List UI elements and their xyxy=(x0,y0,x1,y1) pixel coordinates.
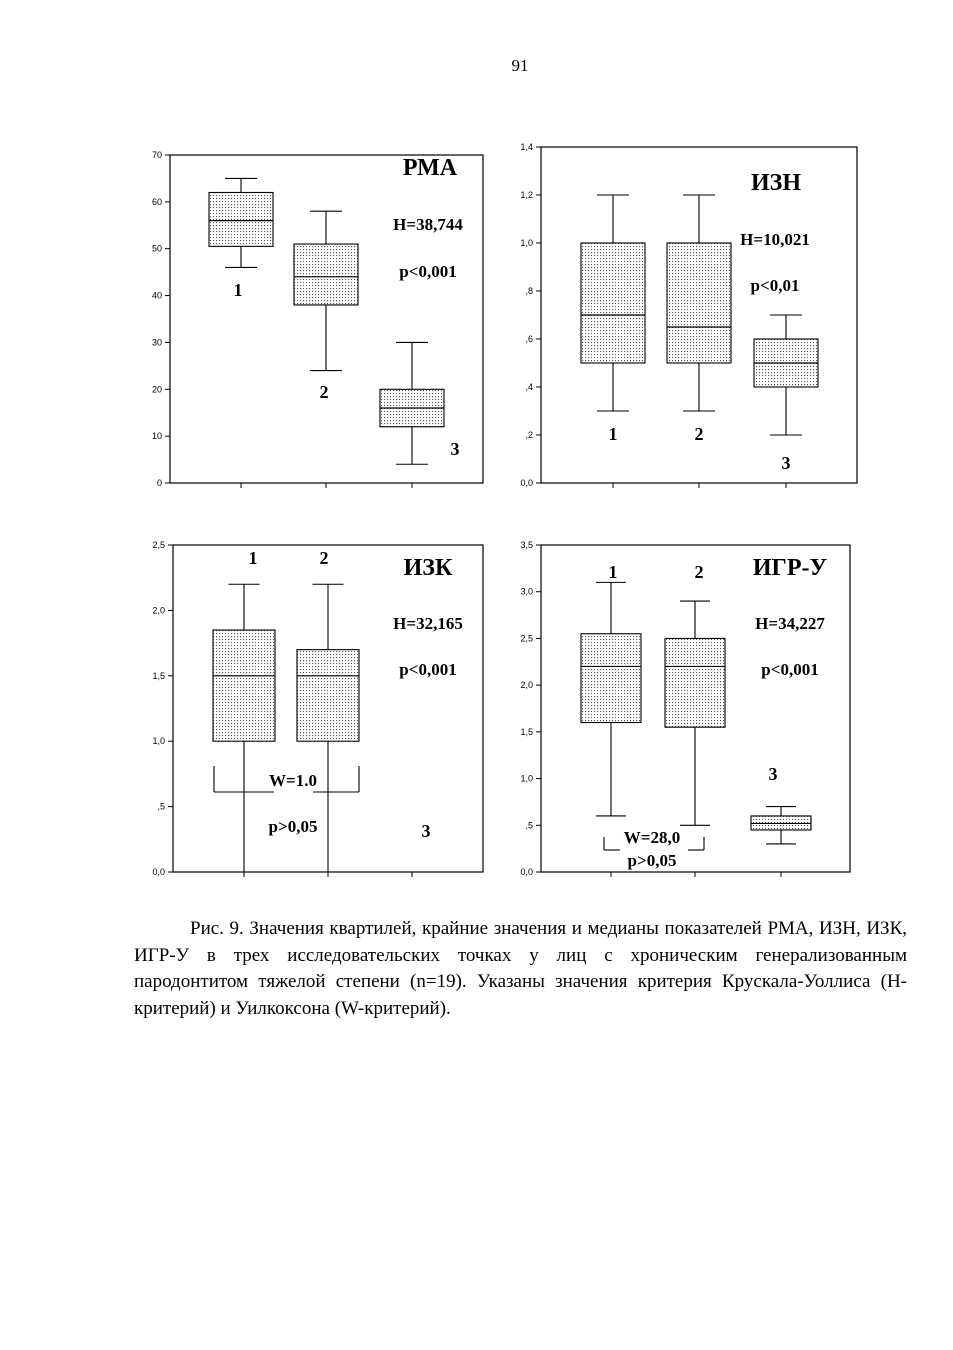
y-tick-label: 40 xyxy=(151,290,162,301)
box-group-1 xyxy=(209,178,273,267)
box-group-3 xyxy=(754,315,818,435)
boxplot-chart-3 xyxy=(152,540,483,877)
y-tick-label: 1,0 xyxy=(520,773,533,784)
iqr-box xyxy=(581,634,641,723)
y-tick-label: 0,0 xyxy=(152,867,165,877)
stat-annotation: p>0,05 xyxy=(268,817,318,836)
stat-annotation: H=10,021 xyxy=(740,230,810,249)
y-tick-label: 50 xyxy=(151,243,162,254)
y-tick-label: 3,5 xyxy=(520,540,533,550)
iqr-box xyxy=(665,638,725,727)
box-group-1 xyxy=(581,582,641,816)
iqr-box xyxy=(209,192,273,246)
y-tick-label: 30 xyxy=(151,337,162,348)
y-tick-label: 20 xyxy=(151,384,162,395)
group-label-1: 1 xyxy=(608,424,618,444)
stat-annotation: p<0,001 xyxy=(399,262,457,281)
y-tick-label: 1,5 xyxy=(520,726,533,737)
y-tick-label: 3,0 xyxy=(520,586,533,597)
stat-annotation: p>0,05 xyxy=(627,851,677,870)
y-tick-label: 1,5 xyxy=(152,670,165,681)
y-tick-label: 2,0 xyxy=(152,605,165,616)
iqr-box xyxy=(667,243,731,363)
figure-caption: Рис. 9. Значения квартилей, крайние значения и медианы показателей РМА, ИЗН, ИЗК, ИГР-У в трех исследовательских точках у лиц с хроническим генерализованным пародонтитом тяжелой степени (n=19). Указаны значения критерия Крускала-Уоллиса (Н-критерий) и Уилкоксона (W-критерий). xyxy=(134,918,907,1019)
stat-annotation: p<0,01 xyxy=(750,276,800,295)
group-label-1: 1 xyxy=(608,562,618,582)
y-tick-label: ,2 xyxy=(525,430,533,440)
y-tick-label: ,6 xyxy=(525,334,533,344)
group-label-3: 3 xyxy=(768,764,778,784)
y-tick-label: 2,5 xyxy=(520,633,533,644)
y-tick-label: ,4 xyxy=(525,382,533,392)
y-tick-label: 10 xyxy=(151,431,162,442)
stat-annotation: p<0,001 xyxy=(399,660,457,679)
group-label-1: 1 xyxy=(233,280,243,300)
group-label-3: 3 xyxy=(421,821,431,841)
y-tick-label: 60 xyxy=(151,196,162,207)
boxplot-chart-4 xyxy=(520,540,850,877)
chart-title: ИЗН xyxy=(750,170,802,196)
iqr-box xyxy=(297,650,359,742)
y-tick-label: 2,0 xyxy=(520,680,533,691)
y-tick-label: 2,5 xyxy=(152,540,165,550)
chart-title: ИГР-У xyxy=(752,555,828,581)
stat-annotation: p<0,001 xyxy=(761,660,819,679)
y-tick-label: 1,4 xyxy=(520,142,533,152)
y-tick-label: 1,2 xyxy=(520,190,533,200)
y-tick-label: 0,0 xyxy=(520,478,533,488)
box-group-2 xyxy=(665,601,725,825)
stat-annotation: H=34,227 xyxy=(755,614,825,633)
group-label-1: 1 xyxy=(248,548,258,568)
stat-annotation: H=38,744 xyxy=(393,215,463,234)
group-label-2: 2 xyxy=(319,548,329,568)
stat-annotation: W=28,0 xyxy=(623,828,681,847)
box-group-1 xyxy=(213,584,275,872)
y-tick-label: 1,0 xyxy=(520,238,533,248)
box-group-3 xyxy=(380,342,444,464)
y-tick-label: ,8 xyxy=(525,286,533,296)
iqr-box xyxy=(581,243,645,363)
y-tick-label: 0 xyxy=(156,478,162,488)
boxplot-chart-2 xyxy=(520,142,857,488)
box-group-2 xyxy=(294,211,358,370)
group-label-2: 2 xyxy=(319,382,329,402)
group-label-3: 3 xyxy=(781,453,791,473)
page-number: 91 xyxy=(511,56,529,75)
boxplot-chart-1 xyxy=(152,150,483,488)
group-label-2: 2 xyxy=(694,424,704,444)
y-tick-label: 0,0 xyxy=(520,867,533,877)
y-tick-label: ,5 xyxy=(525,820,533,831)
stat-annotation: H=32,165 xyxy=(393,614,463,633)
y-tick-label: 1,0 xyxy=(152,736,165,747)
box-group-1 xyxy=(581,195,645,411)
box-group-2 xyxy=(667,195,731,411)
chart-title: РМА xyxy=(402,155,458,181)
y-tick-label: ,5 xyxy=(157,801,165,812)
stat-annotation: W=1.0 xyxy=(269,771,317,790)
y-tick-label: 70 xyxy=(151,150,162,160)
iqr-box xyxy=(294,244,358,305)
box-group-3 xyxy=(751,807,811,844)
chart-title: ИЗК xyxy=(403,555,453,581)
iqr-box xyxy=(213,630,275,741)
group-label-2: 2 xyxy=(694,562,704,582)
group-label-3: 3 xyxy=(450,439,460,459)
